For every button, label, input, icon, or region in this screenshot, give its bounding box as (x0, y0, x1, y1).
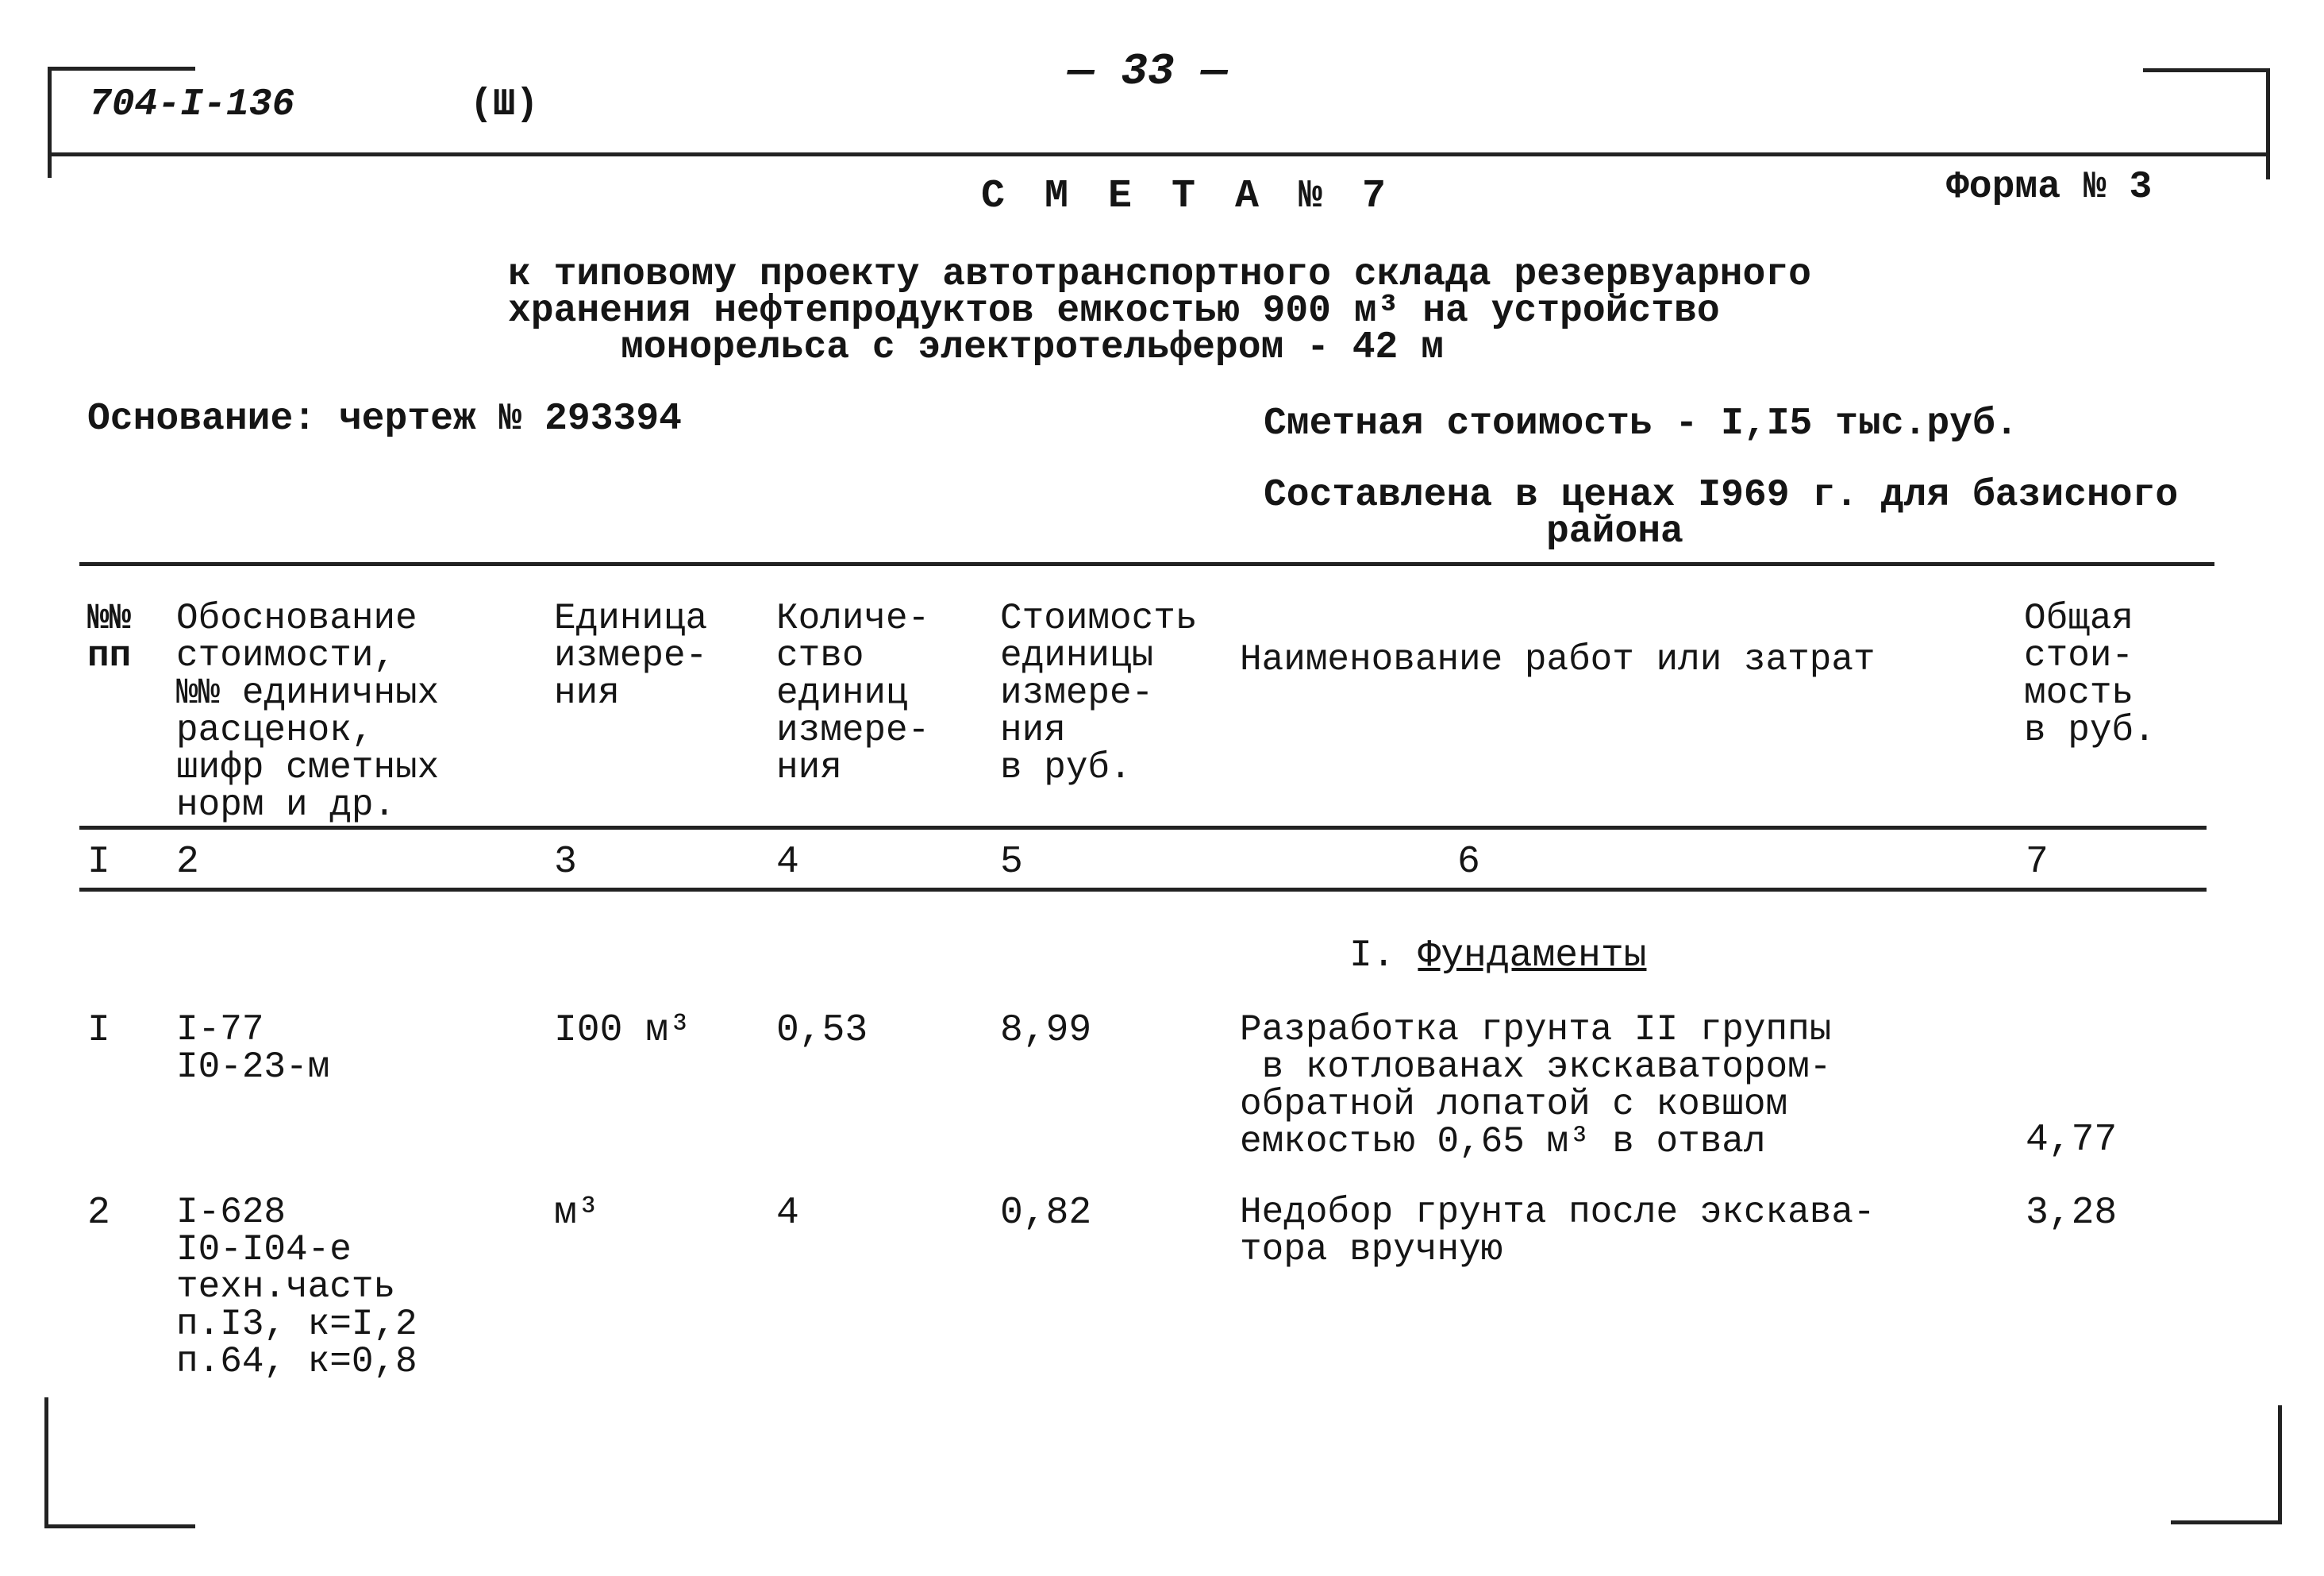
colnum-7: 7 (2026, 841, 2049, 884)
frame-header-rule (48, 152, 2270, 156)
header-col-5: Стоимость единицы измере- ния в руб. (1000, 598, 1198, 788)
frame-top-left-h (48, 67, 195, 71)
row-2-name: Недобор грунта после экскава- тора вручную (1240, 1192, 1876, 1270)
subtitle-line-1: к типовому проекту автотранспортного склада резервуарного (508, 253, 1811, 296)
frame-top-right-h (2143, 68, 2270, 72)
section-label: (Ш) (470, 83, 539, 126)
doc-code: 704-I-136 (89, 83, 295, 126)
row-1-num: I (87, 1009, 110, 1052)
row-1-qty: 0,53 (776, 1009, 868, 1052)
row-2-qty: 4 (776, 1192, 799, 1235)
frame-bottom-right-h (2171, 1520, 2282, 1524)
row-2-unit: м³ (554, 1192, 600, 1235)
section-title-text: I. Фундаменты (1349, 934, 1647, 977)
header-col-4: Количе- ство единиц измере- ния (776, 598, 930, 788)
colnum-6: 6 (1457, 841, 1480, 884)
row-2-num: 2 (87, 1192, 110, 1235)
prices-line-2: района (1546, 511, 1683, 553)
frame-bottom-right-v (2278, 1405, 2282, 1524)
header-col-1: №№ пп (87, 598, 132, 676)
colnum-5: 5 (1000, 841, 1023, 884)
colnum-1: I (87, 841, 110, 884)
header-col-7: Общая стои- мость в руб. (2024, 598, 2156, 751)
row-1-unit-cost: 8,99 (1000, 1009, 1092, 1052)
row-2-total: 3,28 (2026, 1192, 2118, 1235)
row-2-unit-cost: 0,82 (1000, 1192, 1092, 1235)
header-col-2: Обоснование стоимости, №№ единичных расценок, шифр сметных норм и др. (176, 598, 440, 826)
section-title (1349, 934, 1647, 977)
row-1-total: 4,77 (2026, 1119, 2118, 1162)
section-title-underlined: Фундаменты (1418, 934, 1647, 977)
colnum-4: 4 (776, 841, 799, 884)
prices-line-1: Составлена в ценах I969 г. для базисного (1264, 474, 2179, 517)
table-top-rule (79, 562, 2214, 566)
frame-top-right-v (2266, 68, 2270, 179)
row-1-basis: I-77 I0-23-м (176, 1009, 330, 1088)
colnum-2: 2 (176, 841, 199, 884)
row-1-name: Разработка грунта II группы в котлованах экскаватором- обратной лопатой с ковшом емкостью 0,65 м³ в отвал (1240, 1009, 1832, 1162)
frame-top-left-v (48, 67, 52, 178)
subtitle-line-2: хранения нефтепродуктов емкостью 900 м³ на устройство (508, 290, 1720, 333)
page-number: — 33 — (1068, 46, 1228, 97)
colnum-3: 3 (554, 841, 577, 884)
frame-bottom-left-v (44, 1397, 48, 1528)
row-1-unit: I00 м³ (554, 1009, 691, 1052)
estimate-title: С М Е Т А № 7 (981, 174, 1395, 219)
frame-bottom-left-h (44, 1524, 195, 1528)
subtitle-line-3: монорельса с электротельфером - 42 м (621, 326, 1444, 369)
header-col-6: Наименование работ или затрат (1240, 639, 1876, 680)
basis-drawing: Основание: чертеж № 293394 (87, 398, 682, 441)
table-header-rule (79, 826, 2207, 830)
form-label: Форма № 3 (1946, 166, 2153, 209)
table-colnum-rule (79, 888, 2207, 892)
estimated-cost: Сметная стоимость - I,I5 тыс.руб. (1264, 403, 2018, 445)
row-2-basis: I-628 I0-I04-е техн.часть п.I3, к=I,2 п.64, к=0,8 (176, 1192, 417, 1382)
header-col-3: Единица измере- ния (554, 598, 708, 714)
